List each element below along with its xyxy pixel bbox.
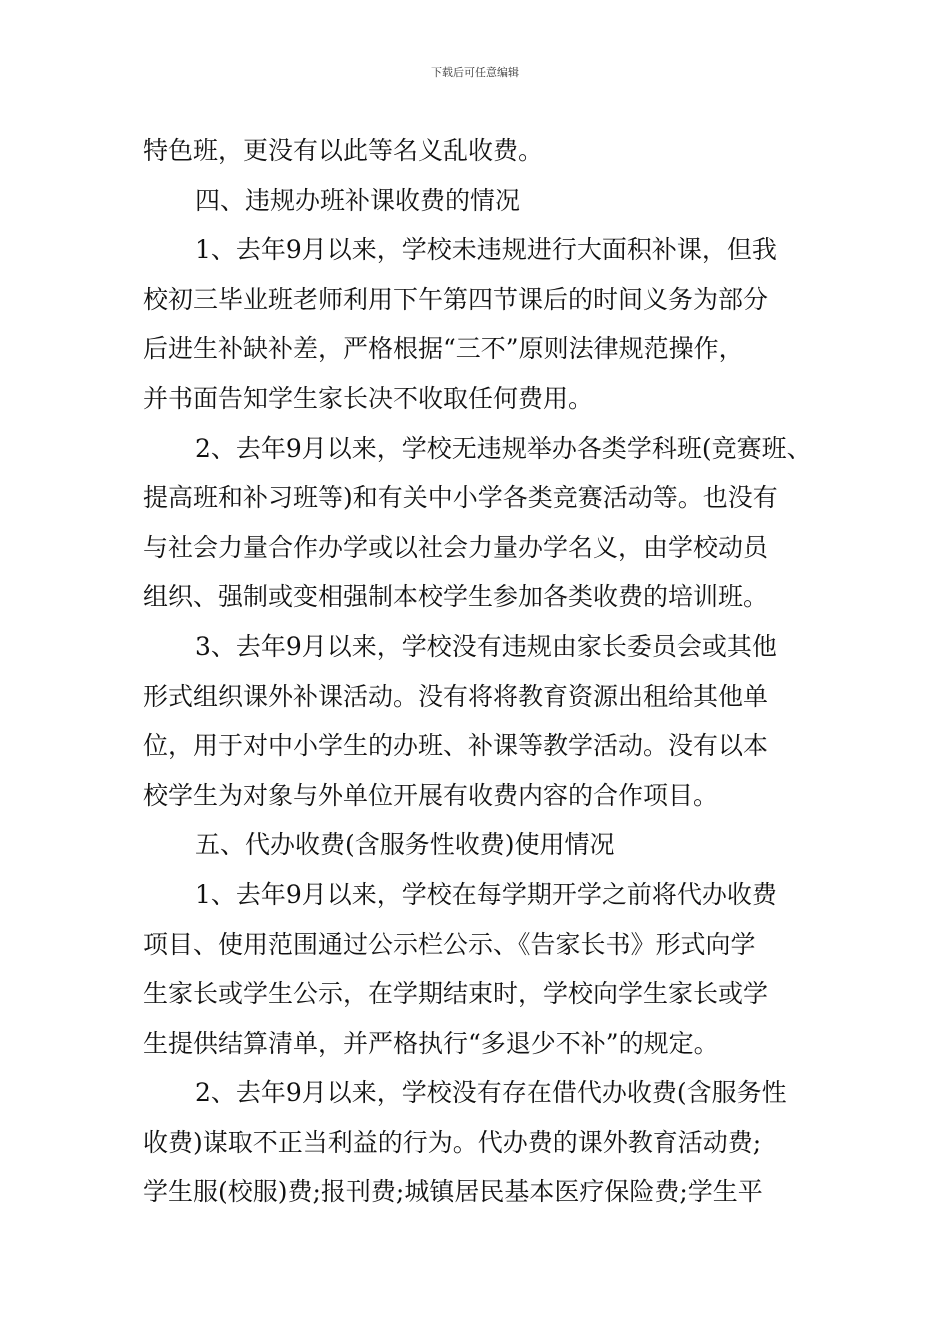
text-line: 2、去年9月以来，学校无违规举办各类学科班(竞赛班、 — [195, 433, 812, 463]
text-line: 校初三毕业班老师利用下午第四节课后的时间义务为部分 — [143, 284, 769, 314]
text-line: 1、去年9月以来，学校在每学期开学之前将代办收费 — [195, 879, 777, 909]
text-line: 1、去年9月以来，学校未违规进行大面积补课，但我 — [195, 235, 777, 265]
section-heading: 四、违规办班补课收费的情况 — [195, 185, 521, 215]
text-line: 生家长或学生公示，在学期结束时，学校向学生家长或学 — [143, 979, 769, 1009]
section-heading: 五、代办收费(含服务性收费)使用情况 — [195, 830, 615, 860]
text-line: 3、去年9月以来，学校没有违规由家长委员会或其他 — [195, 631, 777, 661]
text-line: 收费)谋取不正当利益的行为。代办费的课外教育活动费; — [143, 1127, 762, 1157]
text-line: 学生服(校服)费;报刊费;城镇居民基本医疗保险费;学生平 — [143, 1177, 763, 1207]
page-header: 下载后可任意编辑 — [431, 66, 519, 79]
text-line: 提高班和补习班等)和有关中小学各类竞赛活动等。也没有 — [143, 483, 778, 513]
document-body — [143, 126, 823, 1217]
text-line: 形式组织课外补课活动。没有将将教育资源出租给其他单 — [143, 681, 769, 711]
text-line: 与社会力量合作办学或以社会力量办学名义，由学校动员 — [143, 532, 769, 562]
text-line: 组织、强制或变相强制本校学生参加各类收费的培训班。 — [143, 582, 769, 612]
text-line: 位，用于对中小学生的办班、补课等教学活动。没有以本 — [143, 731, 769, 761]
text-line: 并书面告知学生家长决不收取任何费用。 — [143, 383, 594, 413]
text-line: 后进生补缺补差，严格根据“三不”原则法律规范操作， — [143, 334, 744, 364]
text-line: 校学生为对象与外单位开展有收费内容的合作项目。 — [143, 780, 719, 810]
text-line: 2、去年9月以来，学校没有存在借代办收费(含服务性 — [195, 1078, 787, 1108]
text-line: 生提供结算清单，并严格执行“多退少不补”的规定。 — [143, 1028, 719, 1058]
text-line: 项目、使用范围通过公示栏公示、《告家长书》形式向学 — [143, 929, 756, 959]
text-line: 特色班，更没有以此等名义乱收费。 — [143, 136, 544, 165]
